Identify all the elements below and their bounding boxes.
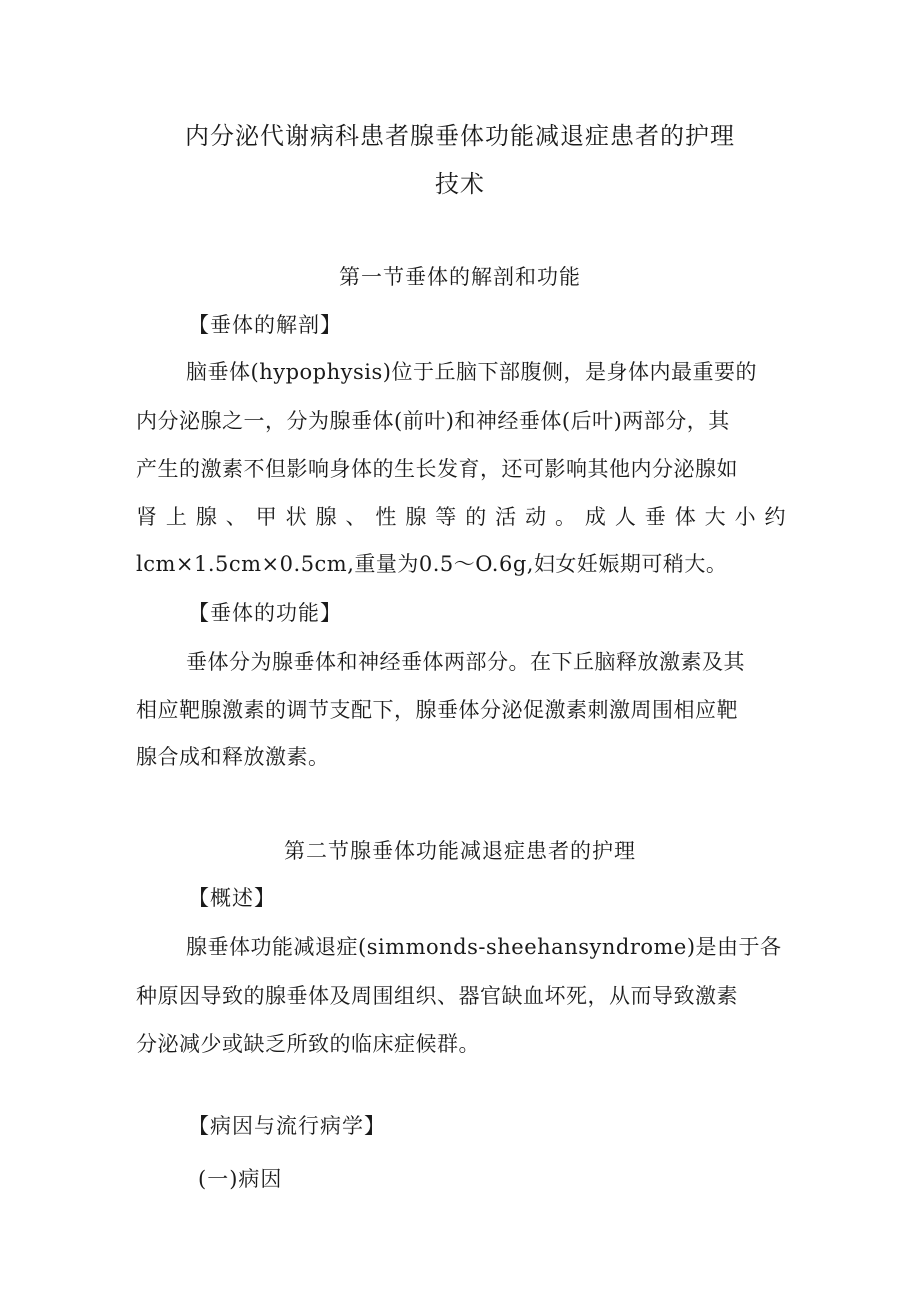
document-title-line-1: 内分泌代谢病科患者腺垂体功能减退症患者的护理: [185, 122, 735, 150]
function-label: 【垂体的功能】: [188, 601, 342, 625]
function-line-1: 垂体分为腺垂体和神经垂体两部分。在下丘脑释放激素及其: [186, 650, 745, 674]
anatomy-line-1: 脑垂体(hypophysis)位于丘脑下部腹侧，是身体内最重要的: [186, 360, 757, 384]
anatomy-line-2: 内分泌腺之一，分为腺垂体(前叶)和神经垂体(后叶)两部分，其: [136, 409, 730, 433]
anatomy-line-3: 产生的激素不但影响身体的生长发育，还可影响其他内分泌腺如: [136, 457, 738, 481]
etiology-subheading: (一)病因: [198, 1167, 283, 1191]
overview-label: 【概述】: [188, 886, 276, 910]
anatomy-label: 【垂体的解剖】: [188, 313, 342, 337]
anatomy-line-5: lcm×1.5cm×0.5cm,重量为0.5～O.6g,妇女妊娠期可稍大。: [136, 552, 728, 576]
anatomy-line-4: 肾上腺、甲状腺、性腺等的活动。成人垂体大小约: [136, 505, 786, 529]
function-line-3: 腺合成和释放激素。: [136, 745, 330, 769]
overview-line-2: 种原因导致的腺垂体及周围组织、器官缺血坏死，从而导致激素: [136, 984, 738, 1008]
etiology-label: 【病因与流行病学】: [188, 1114, 386, 1138]
document-title-line-2: 技术: [435, 170, 485, 198]
overview-line-1: 腺垂体功能减退症(simmonds-sheehansyndrome)是由于各: [186, 935, 782, 959]
section-1-heading: 第一节垂体的解剖和功能: [339, 265, 581, 289]
overview-line-3: 分泌减少或缺乏所致的临床症候群。: [136, 1032, 480, 1056]
function-line-2: 相应靶腺激素的调节支配下，腺垂体分泌促激素刺激周围相应靶: [136, 698, 738, 722]
section-2-heading: 第二节腺垂体功能减退症患者的护理: [284, 839, 636, 863]
